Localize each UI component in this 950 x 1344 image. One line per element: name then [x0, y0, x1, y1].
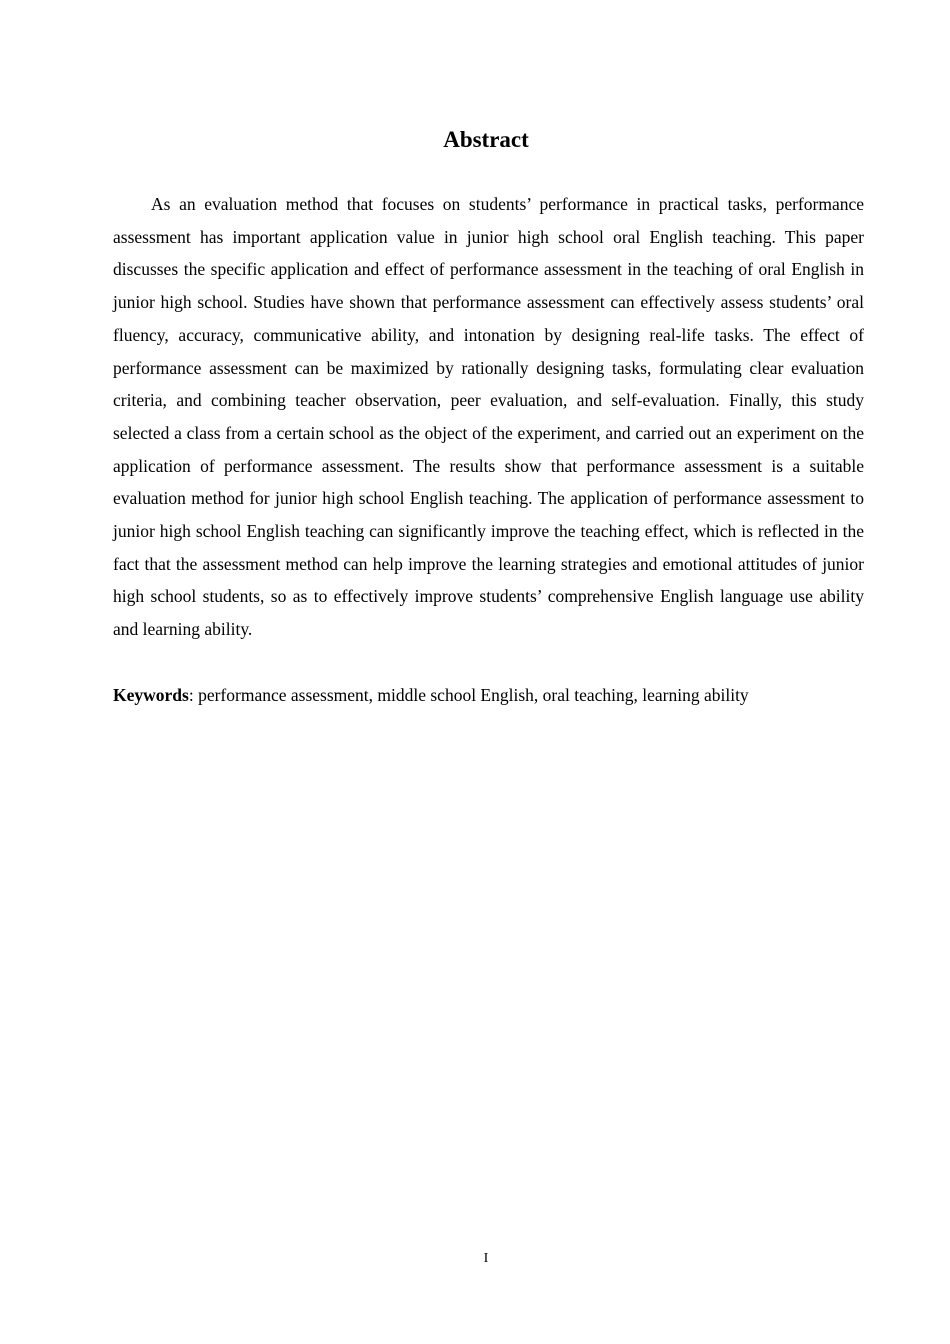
- abstract-title: Abstract: [443, 127, 529, 152]
- page-number: I: [483, 1251, 489, 1266]
- keywords-label: Keywords: [113, 685, 189, 705]
- keywords-list: performance assessment, middle school English, oral teaching, learning ability: [193, 685, 749, 705]
- keywords-separator: :: [188, 685, 194, 705]
- abstract-body: As an evaluation method that focuses on students’ performance in practical tasks, performance assessment has important application value in junior high school oral English teaching. This paper discusses the specific application and effect of performance assessment in the teaching of oral English in junior high school. Studies have shown that performance assessment can effectively assess students’ oral fluency, accuracy, communicative ability, and intonation by designing real-life tasks. The effect of performance assessment can be maximized by rationally designing tasks, formulating clear evaluation criteria, and combining teacher observation, peer evaluation, and self-evaluation. Finally, this study selected a class from a certain school as the object of the experiment, and carried out an experiment on the application of performance assessment. The results show that performance assessment is a suitable evaluation method for junior high school English teaching. The application of performance assessment to junior high school English teaching can significantly improve the teaching effect, which is reflected in the fact that the assessment method can help improve the learning strategies and emotional attitudes of junior high school students, so as to effectively improve students’ comprehensive English language use ability and learning ability.: [113, 194, 864, 640]
- keywords-line: [113, 679, 873, 711]
